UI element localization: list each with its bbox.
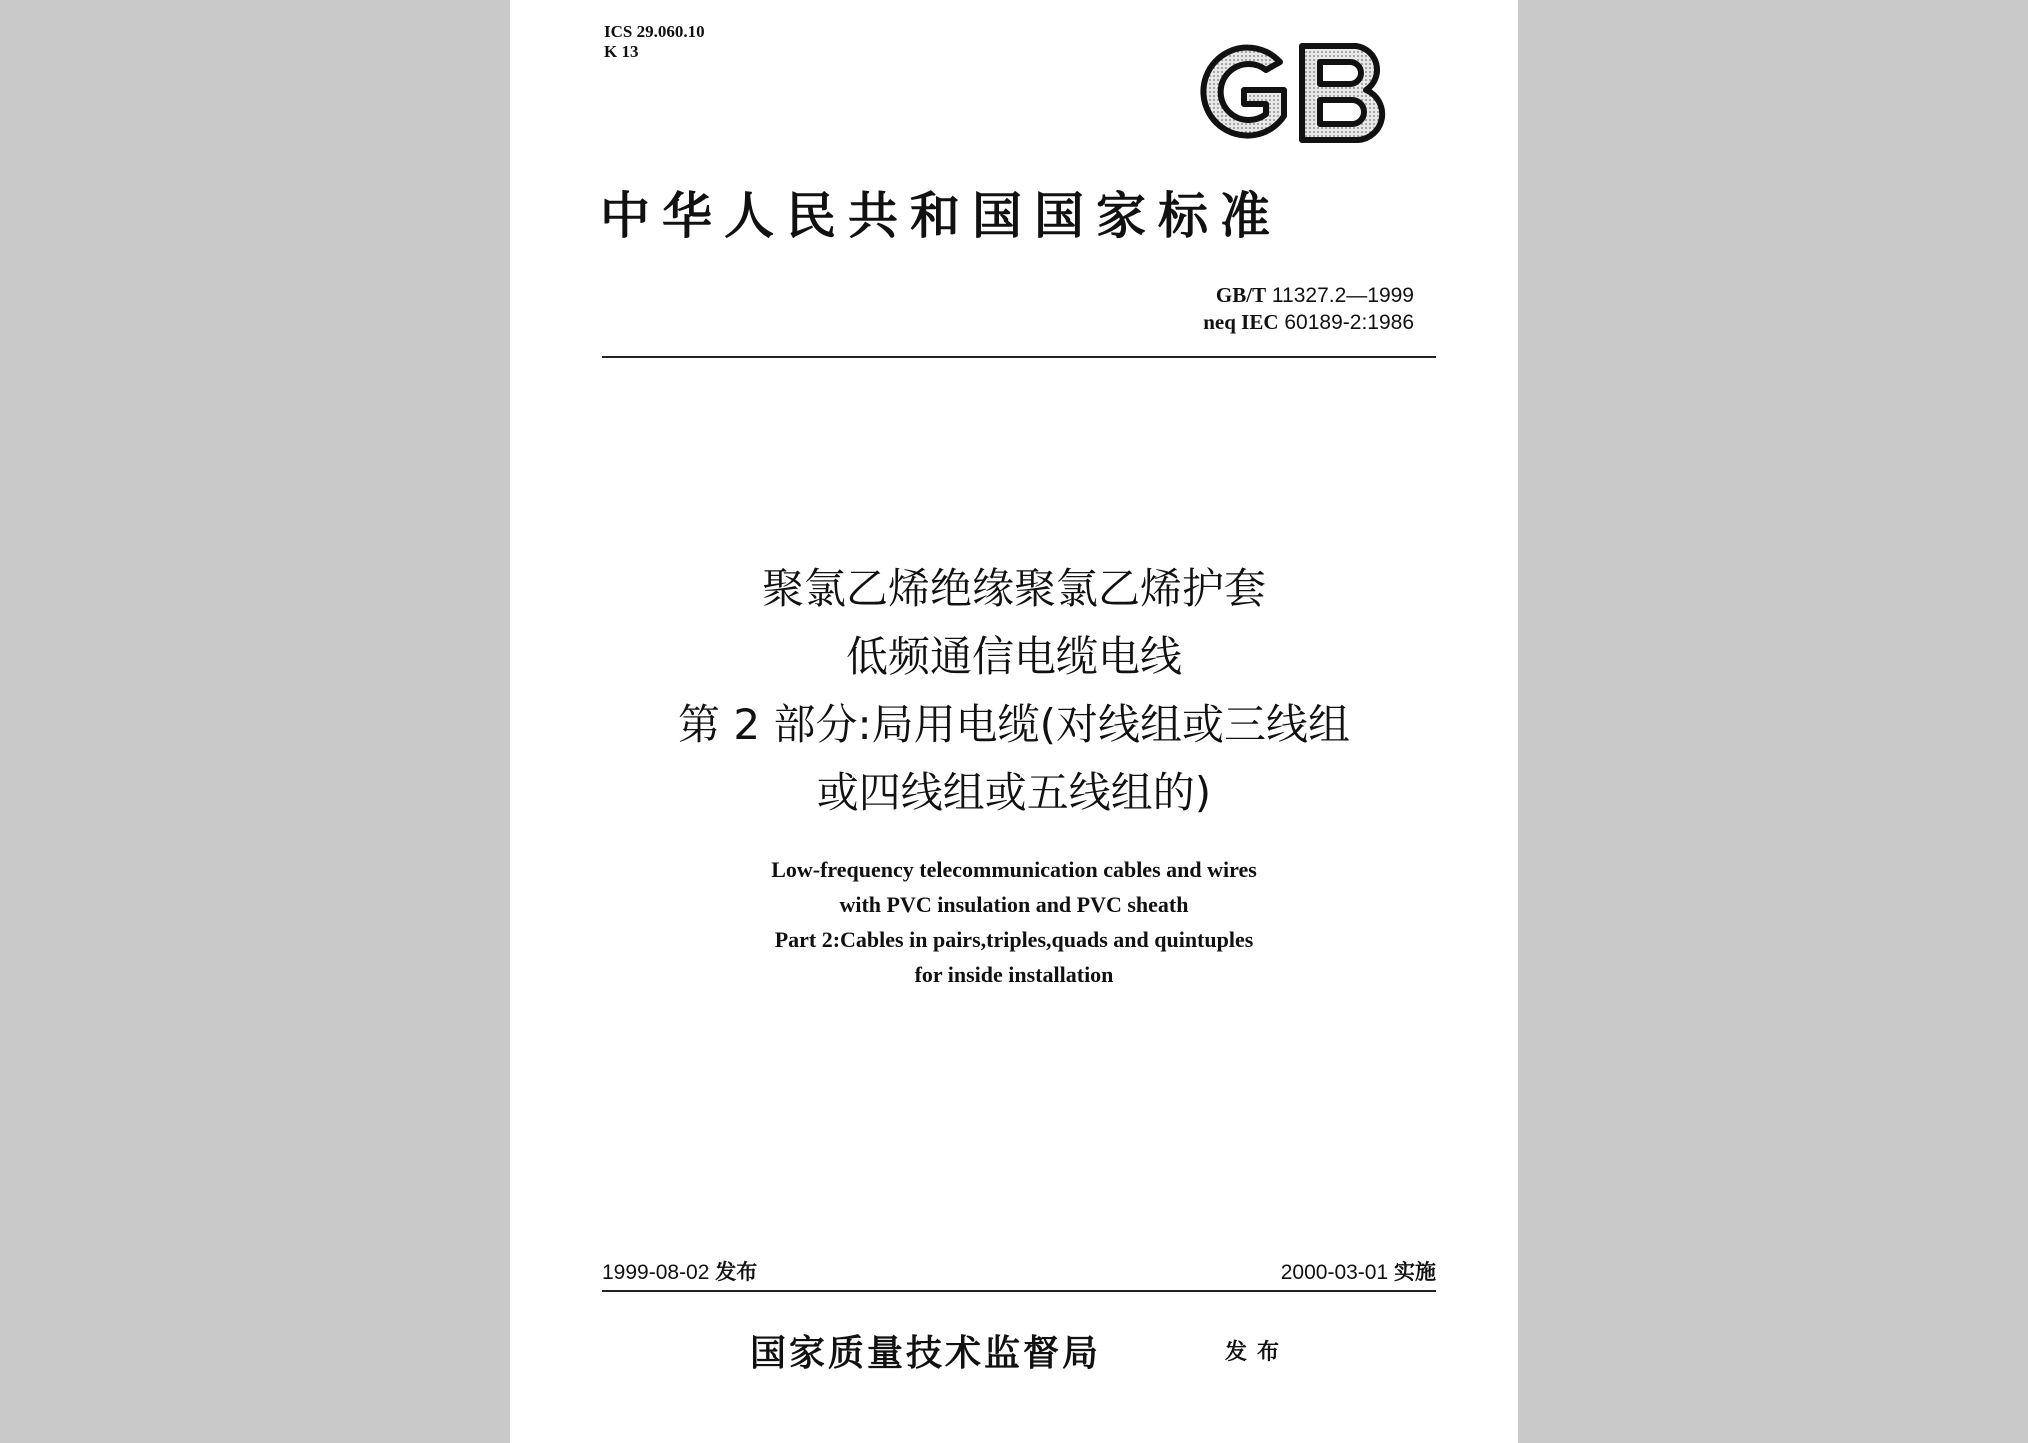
standard-number-line <box>1203 282 1414 309</box>
chinese-title-line: 第 2 部分:局用电缆(对线组或三线组 <box>678 700 1350 749</box>
implementation-date <box>1281 1256 1436 1286</box>
issuing-authority-suffix: 发布 <box>1225 1339 1290 1365</box>
document-page <box>510 0 1518 1443</box>
issue-date-value: 1999-08-02 <box>602 1261 710 1284</box>
footer-divider <box>602 1290 1436 1292</box>
issue-date <box>602 1256 757 1286</box>
equivalence-prefix: neq IEC <box>1203 310 1279 334</box>
equivalence-line <box>1203 309 1414 336</box>
english-title <box>510 852 1518 992</box>
issuing-authority: 国家质量技术监督局 <box>750 1332 1102 1374</box>
implementation-date-label: 实施 <box>1394 1260 1436 1284</box>
standard-number: 11327.2—1999 <box>1271 284 1414 307</box>
header-divider <box>602 356 1436 358</box>
english-title-line: Part 2:Cables in pairs,triples,quads and quintuples <box>774 927 1254 952</box>
implementation-date-value: 2000-03-01 <box>1280 1261 1389 1284</box>
english-title-line: Low-frequency telecommunication cables and wires <box>771 857 1257 882</box>
classification-codes <box>604 22 705 62</box>
ics-code: ICS 29.060.10 <box>604 22 705 41</box>
national-standard-title: 中华人民共和国国家标准 <box>600 186 1282 245</box>
chinese-title-line: 低频通信电缆电线 <box>845 632 1182 681</box>
chinese-title <box>510 555 1518 827</box>
issue-date-label: 发布 <box>715 1260 758 1284</box>
standard-codes <box>1203 282 1414 336</box>
standard-prefix: GB/T <box>1215 283 1267 307</box>
english-title-line: with PVC insulation and PVC sheath <box>839 892 1189 917</box>
chinese-title-line: 聚氯乙烯绝缘聚氯乙烯护套 <box>761 564 1266 613</box>
gb-logo-icon <box>1180 38 1392 148</box>
chinese-title-line: 或四线组或五线组的) <box>816 768 1212 817</box>
equivalence-number: 60189-2:1986 <box>1284 311 1414 334</box>
english-title-line: for inside installation <box>914 962 1114 987</box>
ccs-code: K 13 <box>604 42 639 61</box>
